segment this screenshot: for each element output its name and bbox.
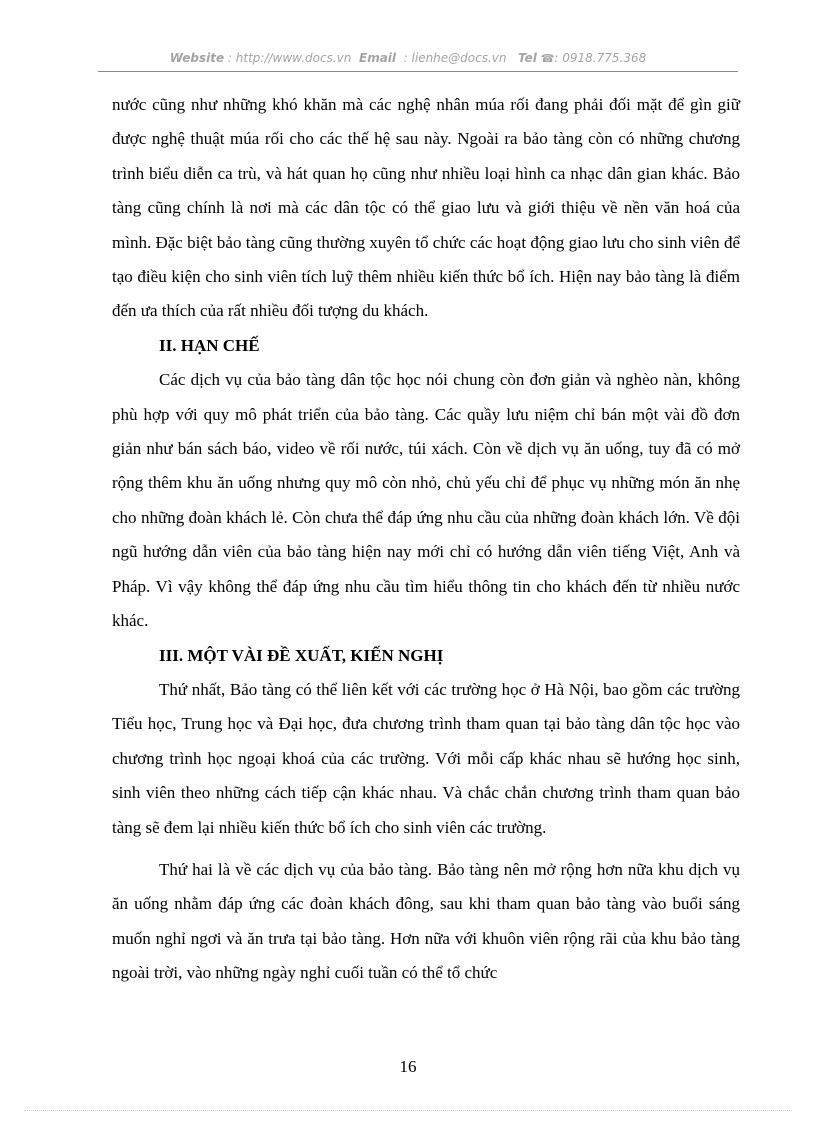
page-number: 16	[399, 1057, 417, 1076]
bottom-dotted-border	[24, 1110, 792, 1111]
email-value[interactable]: : lienhe@docs.vn	[403, 51, 507, 65]
paragraph-limitations: Các dịch vụ của bảo tàng dân tộc học nói chung còn đơn giản và nghèo nàn, không phù hợp với quy mô phát triển của bảo tàng. Các quầy lưu niệm chỉ bán một vài đồ đơn giản như bán sách báo, video về rối nước, túi xách. Còn về dịch vụ ăn uống, tuy đã có mở rộng thêm khu ăn uống nhưng quy mô còn nhỏ, chủ yếu chỉ để phục vụ những món ăn nhẹ cho những đoàn khách lẻ. Còn chưa thể đáp ứng nhu cầu của những đoàn khách lớn. Về đội ngũ hướng dẫn viên của bảo tàng hiện nay mới chỉ có hướng dẫn viên tiếng Việt, Anh và Pháp. Vì vậy không thể đáp ứng nhu cầu tìm hiểu thông tin cho khách đến từ nhiều nước khác.	[112, 370, 740, 631]
paragraph-proposal-first: Thứ nhất, Bảo tàng có thể liên kết với các trường học ở Hà Nội, bao gồm các trường Tiểu học, Trung học và Đại học, đưa chương trình tham quan tại bảo tàng dân tộc học vào chương trình học ngoại khoá của các trường. Với mỗi cấp khác nhau sẽ hướng học sinh, sinh viên theo những cách tiếp cận khác nhau. Và chắc chắn chương trình tham quan bảo tàng sẽ đem lại nhiều kiến thức bổ ích cho sinh viên các trường.	[112, 679, 740, 837]
paragraph-continuation: nước cũng như những khó khăn mà các nghệ nhân múa rối đang phải đối mặt để gìn giữ được nghệ thuật múa rối cho các thế hệ sau này. Ngoài ra bảo tàng còn có những chương trình biểu diễn ca trù, và hát quan họ cũng như nhiều loại hình ca nhạc dân gian khác. Bảo tàng cũng chính là nơi mà các dân tộc có thể giao lưu và giới thiệu về nền văn hoá của mình. Đặc biệt bảo tàng cũng thường xuyên tổ chức các hoạt động giao lưu cho sinh viên để tạo điều kiện cho sinh viên tích luỹ thêm nhiều kiến thức bổ ích. Hiện nay bảo tàng là điểm đến ưa thích của rất nhiều đối tượng du khách.	[112, 95, 740, 321]
website-value[interactable]: : http://www.docs.vn	[227, 51, 352, 65]
section-heading-limitations: II. HẠN CHẾ	[159, 335, 260, 355]
tel-value: : 0918.775.368	[554, 51, 647, 65]
body-text	[112, 88, 740, 991]
website-label: Website	[169, 51, 225, 65]
page-header	[0, 50, 816, 67]
section-heading-proposals: III. MỘT VÀI ĐỀ XUẤT, KIẾN NGHỊ	[159, 645, 444, 665]
phone-icon: ☎	[540, 52, 555, 65]
header-divider	[98, 71, 738, 72]
email-label: Email	[359, 51, 397, 65]
paragraph-gap	[112, 845, 740, 853]
tel-label: Tel	[517, 51, 537, 65]
paragraph-proposal-second: Thứ hai là về các dịch vụ của bảo tàng. Bảo tàng nên mở rộng hơn nữa khu dịch vụ ăn uống nhằm đáp ứng các đoàn khách đông, sau khi tham quan bảo tàng vào buổi sáng muốn nghỉ ngơi và ăn trưa tại bảo tàng. Hơn nữa với khuôn viên rộng rãi của khu bảo tàng ngoài trời, vào những ngày nghỉ cuối tuần có thể tổ chức	[112, 859, 740, 983]
